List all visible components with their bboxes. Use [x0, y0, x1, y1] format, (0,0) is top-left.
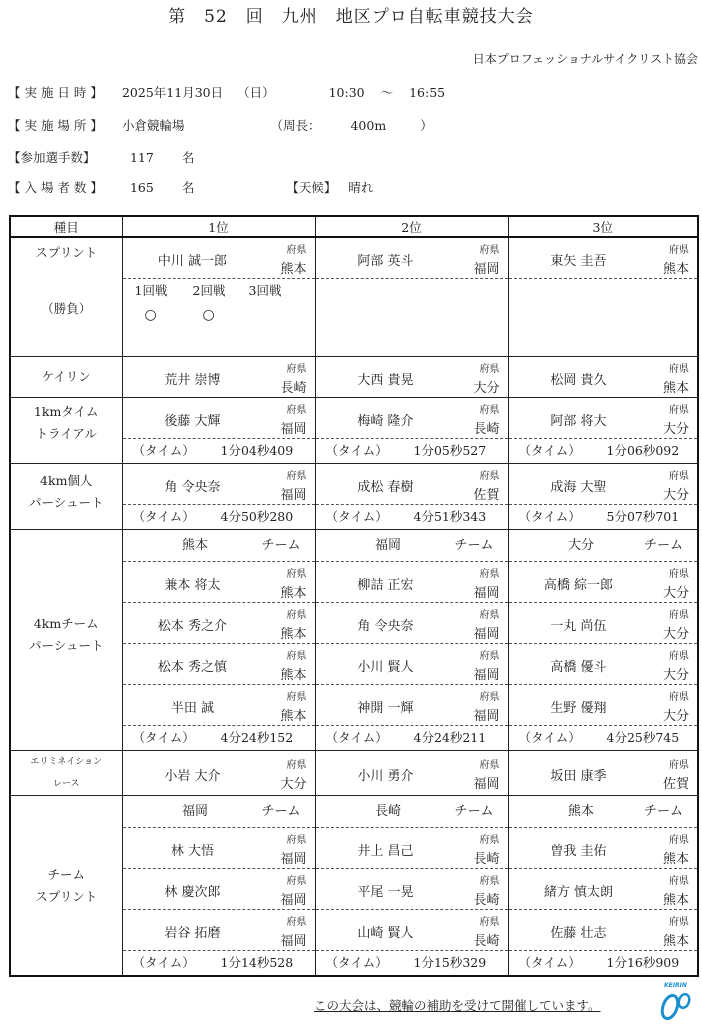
info-date-row [8, 83, 445, 101]
sprint-rounds [123, 279, 315, 356]
weekday: （日） [237, 85, 275, 100]
result-cell [123, 644, 315, 685]
time-value: 1分06秒092 [606, 443, 680, 458]
pref-label: 府県 [669, 835, 689, 846]
result-cell [316, 753, 508, 793]
rider-name: 小川 賢人 [357, 660, 414, 675]
time-end: 16:55 [409, 85, 446, 100]
team-row [316, 796, 508, 828]
rider-name: 角 令央奈 [164, 480, 221, 495]
pref-label: 府県 [286, 245, 307, 256]
event-name: スプリント [35, 245, 98, 260]
pref-label: 府県 [669, 876, 689, 887]
team-label: チーム [261, 804, 301, 819]
rider-name: 松本 秀之慎 [157, 660, 228, 675]
pref-label: 府県 [479, 610, 500, 621]
pref-label: 府県 [669, 364, 689, 375]
result-cell [509, 464, 698, 505]
pref-value: 熊本 [662, 852, 689, 867]
pref-label: 府県 [479, 835, 500, 846]
time-value: 4分24秒152 [220, 730, 294, 745]
rider-name: 角 令央奈 [357, 619, 414, 634]
event-4km-team-pursuit [10, 530, 122, 751]
time-value: 5分07秒701 [606, 509, 680, 524]
pref-label: 府県 [669, 569, 689, 580]
result-cell [316, 869, 508, 910]
pref-label: 府県 [669, 917, 689, 928]
pref-value: 福岡 [473, 262, 500, 277]
team-label: チーム [643, 804, 683, 819]
time-row [123, 951, 315, 975]
lap-label: （周長： [270, 118, 321, 133]
round-label: 3回戦 [248, 283, 282, 298]
event-elimination-race [10, 751, 122, 796]
team-name: 大分 [567, 538, 594, 553]
result-cell [316, 357, 508, 397]
team-row [316, 530, 508, 562]
pref-label: 府県 [669, 610, 689, 621]
time-value: 1分15秒329 [413, 955, 487, 970]
participants-label: 【参加選手数】 [8, 150, 96, 165]
event-name-line1: エリミネイション [30, 757, 103, 767]
team-row [123, 530, 315, 562]
time-label: （タイム） [132, 730, 195, 745]
pref-value: 長崎 [280, 381, 307, 396]
pref-label: 府県 [286, 569, 307, 580]
tp4km-third [508, 530, 698, 751]
pref-value: 長崎 [473, 422, 500, 437]
rider-name: 松本 秀之介 [157, 619, 228, 634]
rider-name: 荒井 崇博 [164, 373, 221, 388]
tt1km-first [122, 398, 315, 464]
time-label: （タイム） [132, 509, 195, 524]
pref-value: 福岡 [280, 893, 307, 908]
time-label: （タイム） [325, 443, 388, 458]
team-name: 熊本 [181, 538, 208, 553]
row-keirin [10, 357, 698, 398]
result-cell [123, 357, 315, 397]
time-label: （タイム） [518, 509, 581, 524]
pref-label: 府県 [479, 364, 500, 375]
pref-value: 大分 [662, 627, 689, 642]
rider-name: 高橋 優斗 [550, 660, 607, 675]
pref-label: 府県 [479, 651, 500, 662]
pref-label: 府県 [286, 405, 307, 416]
event-sprint [10, 237, 122, 357]
time-row [123, 726, 315, 750]
time-row [509, 951, 698, 975]
attendance-unit: 名 [181, 180, 195, 195]
weather-value: 晴れ [348, 180, 374, 195]
result-cell [509, 910, 698, 951]
tp4km-first [122, 530, 315, 751]
rider-name: 中川 誠一郎 [157, 254, 228, 269]
time-label: （タイム） [518, 955, 581, 970]
rider-name: 林 慶次郎 [164, 885, 221, 900]
result-cell [123, 685, 315, 726]
ip4km-third [508, 464, 698, 530]
keirin-third [508, 357, 698, 398]
result-cell [316, 562, 508, 603]
rider-name: 林 大悟 [170, 844, 215, 859]
pref-value: 佐賀 [473, 488, 500, 503]
date-label: 【 実 施 日 時 】 [8, 85, 103, 100]
time-row [509, 505, 698, 529]
result-cell [316, 644, 508, 685]
rider-name: 後藤 大輝 [164, 414, 221, 429]
keirin-logo [658, 982, 694, 1025]
pref-label: 府県 [286, 760, 307, 771]
pref-label: 府県 [286, 364, 307, 375]
event-name-line1: 4km個人 [40, 472, 93, 488]
lap-close: ） [420, 118, 433, 133]
info-venue-row [8, 116, 433, 134]
lap-value: 400m [350, 118, 387, 133]
elimination-third [508, 751, 698, 796]
event-subtitle: （勝負） [41, 301, 92, 316]
result-cell [509, 753, 698, 793]
result-cell [123, 238, 315, 279]
time-separator: ～ [380, 85, 394, 100]
rider-name: 平尾 一晃 [357, 885, 414, 900]
result-cell [123, 910, 315, 951]
time-row [316, 951, 508, 975]
header-third: 3位 [508, 216, 698, 237]
result-cell [509, 644, 698, 685]
event-name-line1: 4kmチーム [33, 616, 99, 631]
ip4km-second [315, 464, 508, 530]
pref-label: 府県 [479, 760, 500, 771]
participants-value: 117 [129, 150, 154, 165]
result-cell [316, 603, 508, 644]
pref-value: 福岡 [280, 422, 307, 437]
rider-name: 神開 一輝 [357, 701, 414, 716]
round-label: 2回戦 [192, 283, 226, 298]
result-cell [316, 238, 508, 279]
rider-name: 井上 昌己 [357, 844, 414, 859]
result-cell [509, 562, 698, 603]
pref-label: 府県 [669, 471, 689, 482]
pref-label: 府県 [479, 876, 500, 887]
table-header-row [10, 216, 698, 237]
team-sprint-first [122, 796, 315, 977]
team-name: 福岡 [374, 538, 401, 553]
event-name-line2: レース [52, 779, 80, 789]
result-cell [123, 753, 315, 793]
pref-label: 府県 [479, 245, 500, 256]
time-value: 1分04秒409 [220, 443, 294, 458]
team-row [509, 530, 698, 562]
pref-value: 大分 [662, 586, 689, 601]
elimination-first [122, 751, 315, 796]
result-cell [509, 603, 698, 644]
pref-label: 府県 [479, 471, 500, 482]
result-cell [509, 398, 698, 439]
venue-label: 【 実 施 場 所 】 [8, 118, 103, 133]
rider-name: 坂田 康季 [550, 769, 607, 784]
pref-label: 府県 [669, 692, 689, 703]
result-cell [509, 238, 698, 279]
pref-value: 大分 [662, 488, 689, 503]
rider-name: 東矢 圭吾 [550, 254, 607, 269]
team-label: チーム [454, 538, 494, 553]
elimination-second [315, 751, 508, 796]
time-value: 1分16秒909 [606, 955, 680, 970]
time-row [316, 505, 508, 529]
round-win-mark: ○ [144, 307, 157, 323]
team-sprint-third [508, 796, 698, 977]
sprint-second [315, 237, 508, 357]
pref-value: 佐賀 [662, 777, 689, 792]
time-value: 4分24秒211 [413, 730, 487, 745]
time-row [316, 726, 508, 750]
attendance-value: 165 [129, 180, 154, 195]
result-cell [123, 869, 315, 910]
keirin-rings-icon [658, 989, 694, 1021]
result-cell [123, 464, 315, 505]
pref-value: 福岡 [473, 627, 500, 642]
rider-name: 柳詰 正宏 [357, 578, 414, 593]
tt1km-third [508, 398, 698, 464]
date-value: 2025年11月30日 [121, 85, 224, 100]
result-cell [509, 828, 698, 869]
sprint-third [508, 237, 698, 357]
time-label: （タイム） [325, 509, 388, 524]
time-row [509, 439, 698, 463]
pref-label: 府県 [286, 876, 307, 887]
event-name-line2: パーシュート [28, 638, 104, 653]
event-name-line1: チーム [47, 866, 85, 882]
row-4km-individual-pursuit [10, 464, 698, 530]
keirin-second [315, 357, 508, 398]
weather-label: 【天候】 [286, 180, 337, 195]
pref-value: 熊本 [280, 709, 307, 724]
time-value: 1分14秒528 [220, 955, 294, 970]
team-name: 熊本 [567, 804, 594, 819]
pref-label: 府県 [286, 917, 307, 928]
info-participants-row [8, 148, 194, 166]
row-sprint [10, 237, 698, 357]
pref-value: 大分 [280, 777, 307, 792]
rider-name: 松岡 貴久 [550, 373, 607, 388]
ip4km-first [122, 464, 315, 530]
rider-name: 山崎 賢人 [357, 926, 414, 941]
rider-name: 阿部 将大 [550, 414, 607, 429]
pref-value: 熊本 [662, 934, 689, 949]
result-cell [316, 828, 508, 869]
rider-name: 岩谷 拓磨 [164, 926, 221, 941]
event-4km-individual-pursuit [10, 464, 122, 530]
keirin-first [122, 357, 315, 398]
rider-name: 一丸 尚伍 [550, 619, 607, 634]
team-row [123, 796, 315, 828]
event-name-line2: トライアル [35, 425, 97, 441]
result-cell [509, 685, 698, 726]
header-second: 2位 [315, 216, 508, 237]
rider-name: 生野 優翔 [550, 701, 607, 716]
result-cell [316, 398, 508, 439]
pref-value: 長崎 [473, 852, 500, 867]
rider-name: 緒方 慎太朗 [543, 885, 614, 900]
result-cell [509, 357, 698, 397]
pref-value: 福岡 [280, 934, 307, 949]
pref-label: 府県 [286, 651, 307, 662]
team-label: チーム [643, 538, 683, 553]
time-label: （タイム） [518, 730, 581, 745]
pref-value: 熊本 [662, 262, 689, 277]
tp4km-second [315, 530, 508, 751]
team-sprint-second [315, 796, 508, 977]
time-label: （タイム） [325, 955, 388, 970]
team-label: チーム [454, 804, 494, 819]
time-label: （タイム） [132, 955, 195, 970]
pref-value: 長崎 [473, 893, 500, 908]
time-start: 10:30 [328, 85, 365, 100]
pref-value: 福岡 [473, 586, 500, 601]
document-title: 第 52 回 九州 地区プロ自転車競技大会 [168, 7, 534, 27]
event-1km-time-trial [10, 398, 122, 464]
result-cell [123, 398, 315, 439]
pref-value: 熊本 [280, 627, 307, 642]
round-label: 1回戦 [134, 283, 168, 298]
time-value: 4分25秒745 [606, 730, 680, 745]
info-attendance-row [8, 178, 373, 196]
rider-name: 成海 大聖 [550, 480, 607, 495]
rider-name: 小岩 大介 [164, 769, 221, 784]
time-value: 4分51秒343 [413, 509, 487, 524]
rider-name: 曽我 圭佑 [550, 844, 607, 859]
pref-value: 大分 [662, 709, 689, 724]
sprint-first [122, 237, 315, 357]
time-value: 1分05秒527 [413, 443, 487, 458]
pref-label: 府県 [479, 405, 500, 416]
time-row [316, 439, 508, 463]
event-name-line1: 1kmタイム [33, 403, 99, 419]
time-label: （タイム） [132, 443, 195, 458]
pref-value: 大分 [473, 381, 500, 396]
venue-value: 小倉競輪場 [121, 118, 185, 133]
pref-value: 福岡 [473, 668, 500, 683]
pref-value: 大分 [662, 668, 689, 683]
result-cell [123, 603, 315, 644]
rider-name: 高橋 綜一郎 [543, 578, 614, 593]
row-4km-team-pursuit [10, 530, 698, 751]
rider-name: 成松 春樹 [357, 480, 414, 495]
result-cell [316, 685, 508, 726]
header-event: 種目 [10, 216, 122, 237]
team-label: チーム [261, 538, 301, 553]
pref-value: 熊本 [280, 586, 307, 601]
pref-label: 府県 [669, 245, 689, 256]
pref-value: 福岡 [280, 852, 307, 867]
time-row [123, 505, 315, 529]
pref-value: 熊本 [662, 381, 689, 396]
rider-name: 大西 貴晃 [357, 373, 414, 388]
team-name: 長崎 [374, 804, 401, 819]
pref-label: 府県 [669, 760, 689, 771]
pref-value: 福岡 [280, 488, 307, 503]
event-name-line2: スプリント [35, 888, 98, 904]
pref-value: 福岡 [473, 709, 500, 724]
header-first: 1位 [122, 216, 315, 237]
time-label: （タイム） [518, 443, 581, 458]
time-label: （タイム） [325, 730, 388, 745]
results-table [9, 215, 699, 977]
pref-value: 長崎 [473, 934, 500, 949]
event-name-line2: パーシュート [28, 494, 104, 510]
rider-name: 梅崎 隆介 [357, 414, 414, 429]
row-elimination-race [10, 751, 698, 796]
pref-label: 府県 [286, 692, 307, 703]
pref-label: 府県 [479, 569, 500, 580]
team-name: 福岡 [181, 804, 208, 819]
pref-label: 府県 [479, 917, 500, 928]
result-cell [123, 562, 315, 603]
team-row [509, 796, 698, 828]
pref-label: 府県 [286, 835, 307, 846]
rider-name: 兼本 将太 [164, 578, 221, 593]
result-cell [509, 869, 698, 910]
time-value: 4分50秒280 [220, 509, 294, 524]
row-team-sprint [10, 796, 698, 977]
rider-name: 小川 勇介 [357, 769, 414, 784]
footer-note: この大会は、競輪の補助を受けて開催しています。 [314, 998, 601, 1013]
rider-name: 阿部 英斗 [357, 254, 414, 269]
pref-value: 福岡 [473, 777, 500, 792]
event-team-sprint [10, 796, 122, 977]
attendance-label: 【 入 場 者 数 】 [8, 180, 103, 195]
time-row [509, 726, 698, 750]
pref-label: 府県 [479, 692, 500, 703]
result-cell [316, 910, 508, 951]
result-cell [316, 464, 508, 505]
participants-unit: 名 [181, 150, 195, 165]
row-1km-time-trial [10, 398, 698, 464]
result-cell [123, 828, 315, 869]
pref-label: 府県 [669, 651, 689, 662]
pref-label: 府県 [286, 610, 307, 621]
event-keirin: ケイリン [10, 357, 122, 398]
pref-label: 府県 [669, 405, 689, 416]
pref-value: 熊本 [280, 668, 307, 683]
rider-name: 半田 誠 [170, 701, 215, 716]
tt1km-second [315, 398, 508, 464]
pref-label: 府県 [286, 471, 307, 482]
pref-value: 熊本 [662, 893, 689, 908]
time-row [123, 439, 315, 463]
round-win-mark: ○ [202, 307, 215, 323]
pref-value: 大分 [662, 422, 689, 437]
keirin-logo-text: KEIRIN [664, 982, 687, 989]
organization-name: 日本プロフェッショナルサイクリスト協会 [472, 52, 698, 66]
pref-value: 熊本 [280, 262, 307, 277]
rider-name: 佐藤 壮志 [550, 926, 607, 941]
